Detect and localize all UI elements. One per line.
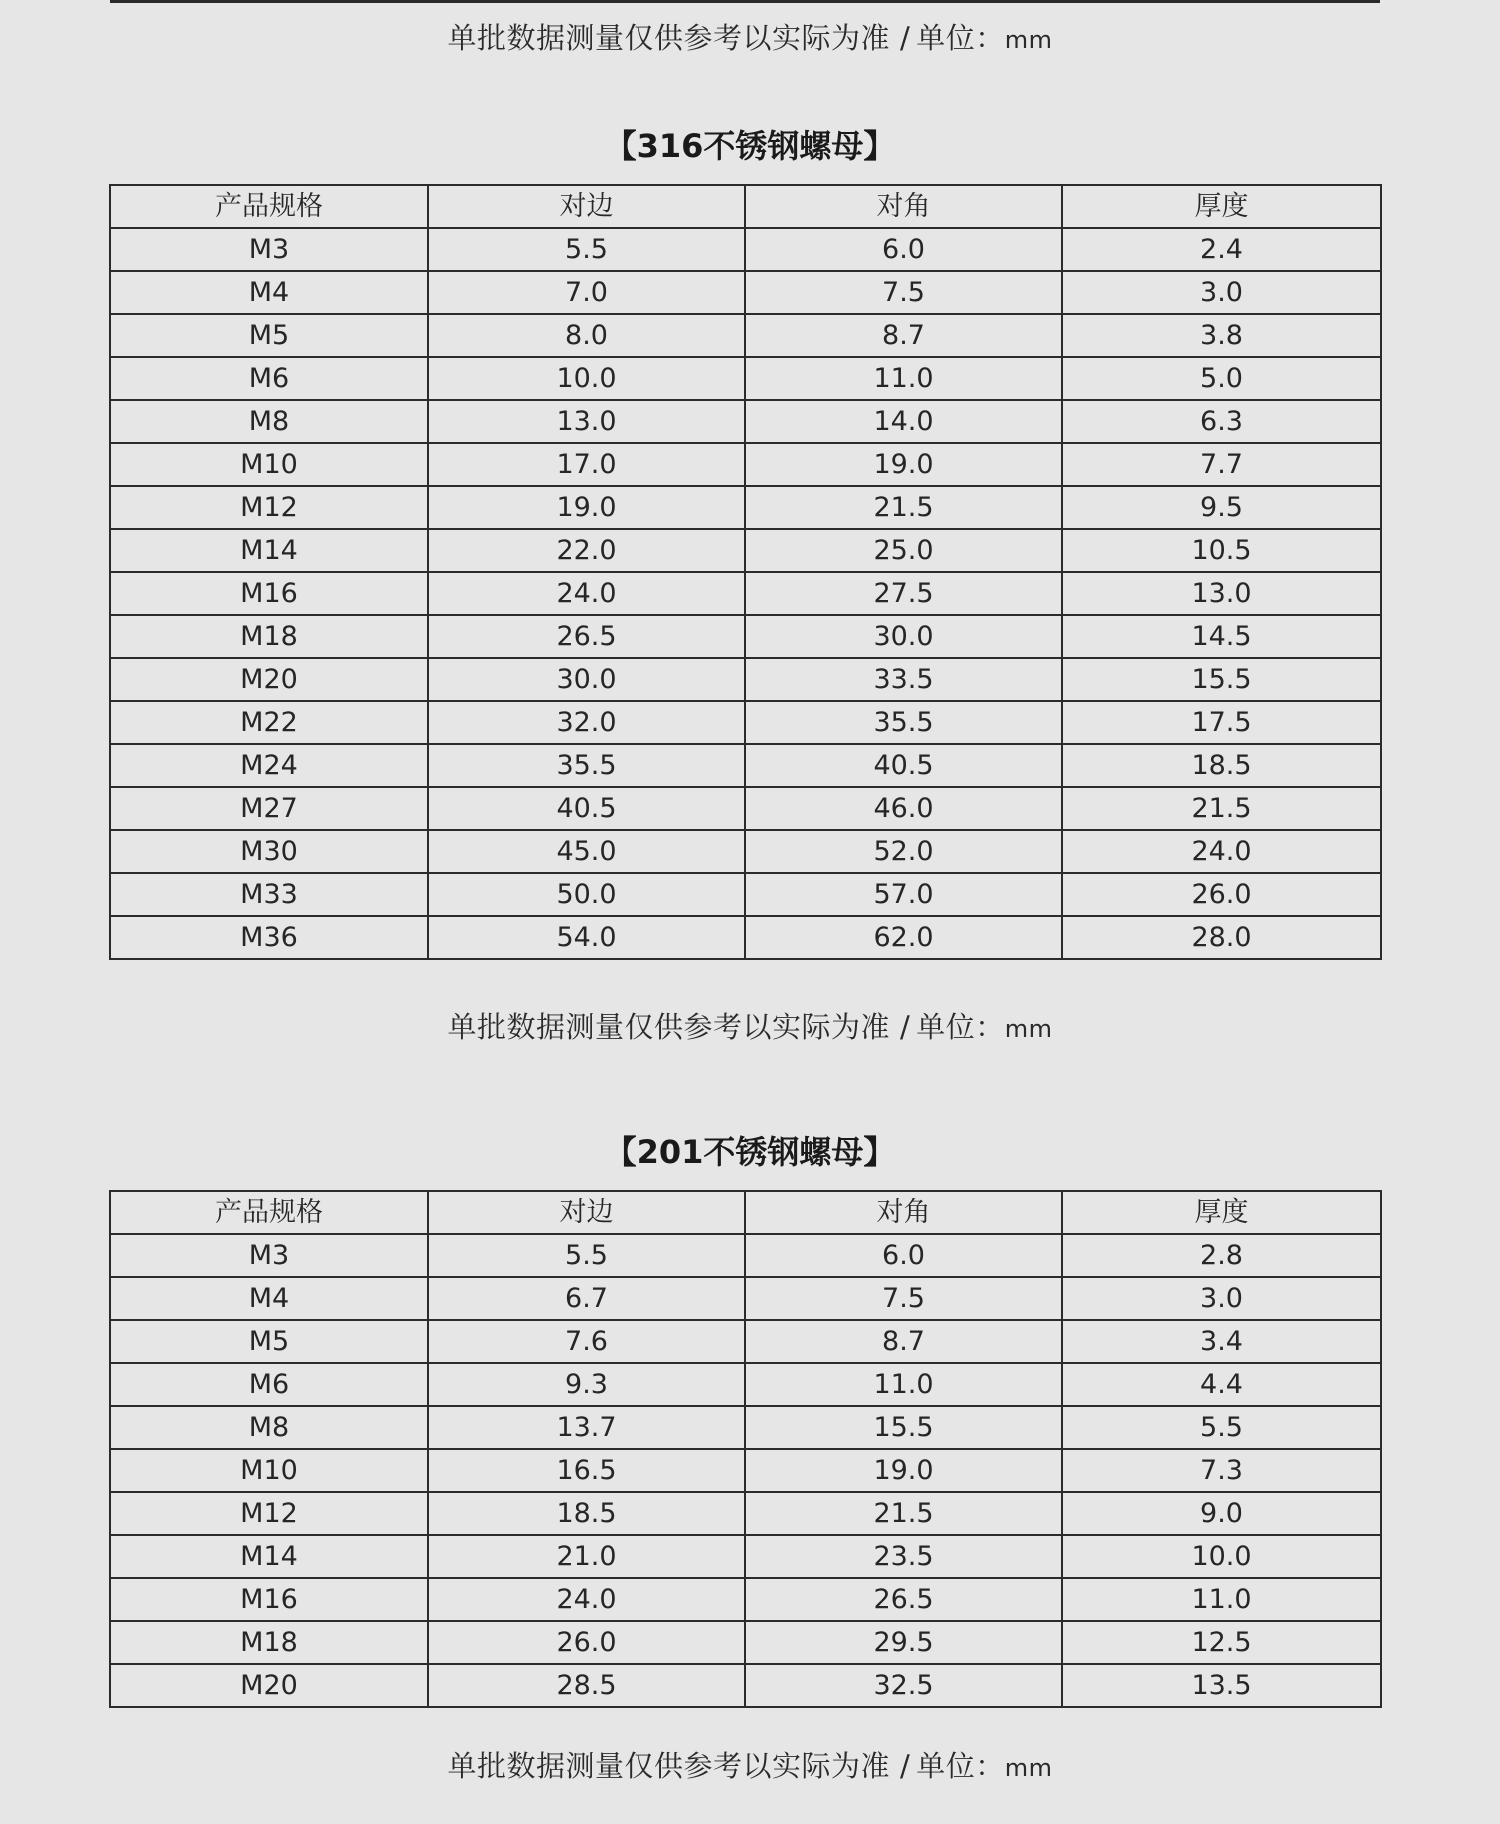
table-row — [110, 529, 1381, 572]
cell-thickness: 11.0 — [1062, 1578, 1381, 1621]
cell-thickness: 12.5 — [1062, 1621, 1381, 1664]
cell-thickness: 5.0 — [1062, 357, 1381, 400]
table-row — [110, 1449, 1381, 1492]
cell-thickness: 2.4 — [1062, 228, 1381, 271]
cell-thickness: 18.5 — [1062, 744, 1381, 787]
table-row — [110, 1277, 1381, 1320]
header-across-corners: 对角 — [745, 1191, 1062, 1234]
cell-across-corners: 62.0 — [745, 916, 1062, 959]
table-row — [110, 314, 1381, 357]
cell-thickness: 13.0 — [1062, 572, 1381, 615]
cell-across-corners: 11.0 — [745, 357, 1062, 400]
unit-value: mm — [1004, 26, 1053, 54]
table-row — [110, 1664, 1381, 1707]
cell-across-corners: 32.5 — [745, 1664, 1062, 1707]
table-row — [110, 1621, 1381, 1664]
header-spec: 产品规格 — [110, 185, 428, 228]
cell-across-flats: 21.0 — [428, 1535, 745, 1578]
cell-spec: M8 — [110, 1406, 428, 1449]
table-title-316: 【316不锈钢螺母】 — [604, 127, 896, 165]
cell-spec: M20 — [110, 658, 428, 701]
table-row — [110, 228, 1381, 271]
cell-across-flats: 6.7 — [428, 1277, 745, 1320]
cell-thickness: 2.8 — [1062, 1234, 1381, 1277]
unit-label: 单位： — [916, 1010, 1005, 1044]
cell-spec: M18 — [110, 1621, 428, 1664]
cell-across-corners: 26.5 — [745, 1578, 1062, 1621]
table-row — [110, 916, 1381, 959]
note-text: 单批数据测量仅供参考以实际为准 — [447, 21, 890, 55]
cell-across-corners: 11.0 — [745, 1363, 1062, 1406]
measurement-note-middle — [0, 1007, 1500, 1049]
cell-spec: M6 — [110, 1363, 428, 1406]
cell-thickness: 9.0 — [1062, 1492, 1381, 1535]
table-title-201: 【201不锈钢螺母】 — [604, 1133, 896, 1171]
cell-across-flats: 5.5 — [428, 228, 745, 271]
cell-across-corners: 6.0 — [745, 228, 1062, 271]
cell-across-flats: 16.5 — [428, 1449, 745, 1492]
cell-spec: M16 — [110, 572, 428, 615]
cell-across-corners: 52.0 — [745, 830, 1062, 873]
cell-across-corners: 23.5 — [745, 1535, 1062, 1578]
header-spec: 产品规格 — [110, 1191, 428, 1234]
unit-label: 单位： — [916, 1749, 1005, 1783]
cell-across-corners: 35.5 — [745, 701, 1062, 744]
cell-spec: M24 — [110, 744, 428, 787]
cell-across-corners: 19.0 — [745, 1449, 1062, 1492]
unit-value: mm — [1004, 1015, 1053, 1043]
cell-across-corners: 15.5 — [745, 1406, 1062, 1449]
cell-thickness: 14.5 — [1062, 615, 1381, 658]
header-across-flats: 对边 — [428, 185, 745, 228]
cell-spec: M4 — [110, 1277, 428, 1320]
spec-table-201 — [109, 1190, 1382, 1708]
cell-thickness: 15.5 — [1062, 658, 1381, 701]
unit-value: mm — [1004, 1754, 1053, 1782]
header-row — [110, 1191, 1381, 1234]
table-row — [110, 1535, 1381, 1578]
cell-spec: M36 — [110, 916, 428, 959]
cell-thickness: 4.4 — [1062, 1363, 1381, 1406]
cell-across-flats: 24.0 — [428, 1578, 745, 1621]
cell-spec: M3 — [110, 228, 428, 271]
cell-across-corners: 8.7 — [745, 314, 1062, 357]
cell-thickness: 3.0 — [1062, 271, 1381, 314]
cell-across-flats: 22.0 — [428, 529, 745, 572]
cell-across-corners: 21.5 — [745, 1492, 1062, 1535]
cell-across-flats: 5.5 — [428, 1234, 745, 1277]
cell-across-corners: 6.0 — [745, 1234, 1062, 1277]
table-row — [110, 1578, 1381, 1621]
cell-spec: M8 — [110, 400, 428, 443]
table-row — [110, 443, 1381, 486]
table-row — [110, 1406, 1381, 1449]
cell-spec: M12 — [110, 1492, 428, 1535]
cell-across-corners: 40.5 — [745, 744, 1062, 787]
cell-across-flats: 7.6 — [428, 1320, 745, 1363]
cell-thickness: 13.5 — [1062, 1664, 1381, 1707]
cell-across-corners: 29.5 — [745, 1621, 1062, 1664]
cell-across-flats: 32.0 — [428, 701, 745, 744]
cell-thickness: 5.5 — [1062, 1406, 1381, 1449]
table-row — [110, 400, 1381, 443]
cell-spec: M5 — [110, 1320, 428, 1363]
cell-across-corners: 8.7 — [745, 1320, 1062, 1363]
note-text: 单批数据测量仅供参考以实际为准 — [447, 1749, 890, 1783]
header-thickness: 厚度 — [1062, 185, 1381, 228]
table-row — [110, 572, 1381, 615]
cell-across-corners: 46.0 — [745, 787, 1062, 830]
cell-across-corners: 7.5 — [745, 271, 1062, 314]
cell-spec: M33 — [110, 873, 428, 916]
cell-spec: M30 — [110, 830, 428, 873]
cell-across-flats: 26.0 — [428, 1621, 745, 1664]
cell-across-corners: 25.0 — [745, 529, 1062, 572]
cell-spec: M3 — [110, 1234, 428, 1277]
cell-spec: M18 — [110, 615, 428, 658]
cell-across-flats: 10.0 — [428, 357, 745, 400]
note-separator: / — [899, 1749, 911, 1783]
cell-across-corners: 27.5 — [745, 572, 1062, 615]
cell-thickness: 10.5 — [1062, 529, 1381, 572]
table-row — [110, 615, 1381, 658]
cell-across-corners: 14.0 — [745, 400, 1062, 443]
cell-thickness: 3.4 — [1062, 1320, 1381, 1363]
table-row — [110, 873, 1381, 916]
cell-thickness: 3.0 — [1062, 1277, 1381, 1320]
cell-spec: M20 — [110, 1664, 428, 1707]
table-row — [110, 1363, 1381, 1406]
table-row — [110, 658, 1381, 701]
cell-thickness: 9.5 — [1062, 486, 1381, 529]
cell-across-corners: 7.5 — [745, 1277, 1062, 1320]
table-row — [110, 1492, 1381, 1535]
table-row — [110, 1320, 1381, 1363]
cell-spec: M4 — [110, 271, 428, 314]
cell-across-corners: 19.0 — [745, 443, 1062, 486]
cell-spec: M6 — [110, 357, 428, 400]
cell-across-flats: 17.0 — [428, 443, 745, 486]
cell-thickness: 7.7 — [1062, 443, 1381, 486]
cell-across-flats: 7.0 — [428, 271, 745, 314]
top-divider — [110, 0, 1380, 3]
cell-thickness: 17.5 — [1062, 701, 1381, 744]
cell-thickness: 26.0 — [1062, 873, 1381, 916]
cell-across-corners: 30.0 — [745, 615, 1062, 658]
table-row — [110, 744, 1381, 787]
cell-spec: M5 — [110, 314, 428, 357]
cell-spec: M12 — [110, 486, 428, 529]
cell-thickness: 24.0 — [1062, 830, 1381, 873]
cell-across-corners: 21.5 — [745, 486, 1062, 529]
table-row — [110, 701, 1381, 744]
note-separator: / — [899, 1010, 911, 1044]
cell-across-flats: 13.0 — [428, 400, 745, 443]
cell-across-flats: 24.0 — [428, 572, 745, 615]
cell-thickness: 6.3 — [1062, 400, 1381, 443]
cell-spec: M14 — [110, 1535, 428, 1578]
cell-thickness: 21.5 — [1062, 787, 1381, 830]
cell-across-flats: 54.0 — [428, 916, 745, 959]
cell-across-flats: 50.0 — [428, 873, 745, 916]
note-text: 单批数据测量仅供参考以实际为准 — [447, 1010, 890, 1044]
cell-across-flats: 40.5 — [428, 787, 745, 830]
cell-spec: M14 — [110, 529, 428, 572]
cell-across-flats: 18.5 — [428, 1492, 745, 1535]
header-row — [110, 185, 1381, 228]
table-row — [110, 787, 1381, 830]
cell-spec: M27 — [110, 787, 428, 830]
header-thickness: 厚度 — [1062, 1191, 1381, 1234]
cell-thickness: 3.8 — [1062, 314, 1381, 357]
cell-spec: M10 — [110, 1449, 428, 1492]
unit-label: 单位： — [916, 21, 1005, 55]
cell-spec: M10 — [110, 443, 428, 486]
cell-thickness: 7.3 — [1062, 1449, 1381, 1492]
spec-table-316 — [109, 184, 1382, 960]
measurement-note-bottom — [0, 1746, 1500, 1788]
table-row — [110, 1234, 1381, 1277]
cell-across-flats: 8.0 — [428, 314, 745, 357]
cell-across-flats: 45.0 — [428, 830, 745, 873]
cell-across-flats: 9.3 — [428, 1363, 745, 1406]
measurement-note-top — [0, 18, 1500, 60]
cell-spec: M16 — [110, 1578, 428, 1621]
cell-across-corners: 33.5 — [745, 658, 1062, 701]
table-row — [110, 357, 1381, 400]
cell-spec: M22 — [110, 701, 428, 744]
table-row — [110, 486, 1381, 529]
header-across-flats: 对边 — [428, 1191, 745, 1234]
cell-across-flats: 19.0 — [428, 486, 745, 529]
cell-thickness: 28.0 — [1062, 916, 1381, 959]
table-row — [110, 271, 1381, 314]
cell-across-flats: 26.5 — [428, 615, 745, 658]
cell-thickness: 10.0 — [1062, 1535, 1381, 1578]
note-separator: / — [899, 21, 911, 55]
cell-across-flats: 35.5 — [428, 744, 745, 787]
cell-across-flats: 28.5 — [428, 1664, 745, 1707]
cell-across-corners: 57.0 — [745, 873, 1062, 916]
cell-across-flats: 13.7 — [428, 1406, 745, 1449]
cell-across-flats: 30.0 — [428, 658, 745, 701]
header-across-corners: 对角 — [745, 185, 1062, 228]
table-row — [110, 830, 1381, 873]
